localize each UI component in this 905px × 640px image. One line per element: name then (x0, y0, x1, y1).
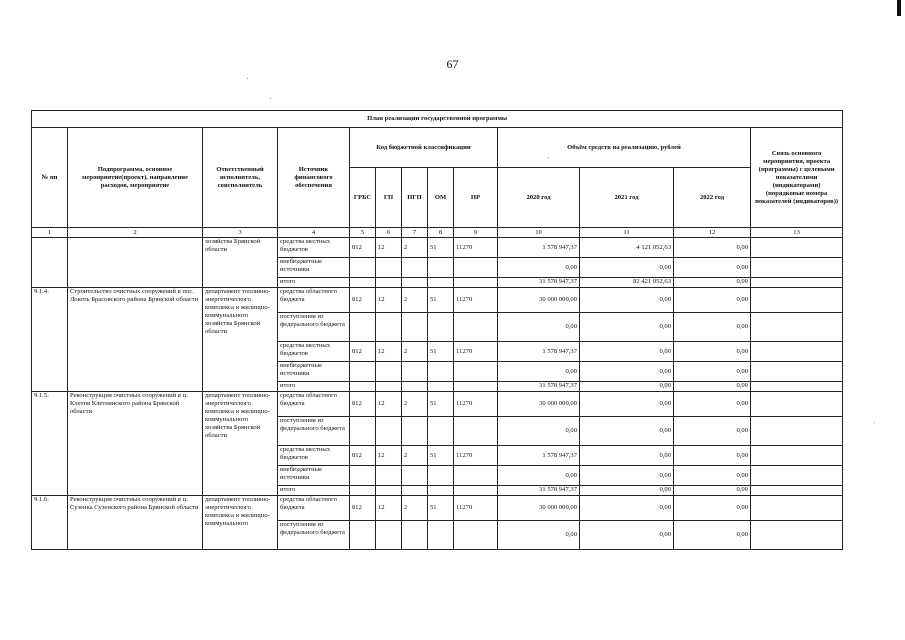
value-2021: 0,00 (580, 362, 674, 382)
table-row (32, 238, 843, 258)
table-body (32, 238, 843, 550)
scan-speck (247, 78, 248, 79)
code-gp (376, 278, 402, 288)
code-om: 51 (428, 496, 454, 521)
col-number: 6 (376, 228, 402, 238)
measure-name (68, 238, 203, 288)
value-2022: 0,00 (674, 521, 751, 550)
col-number: 3 (203, 228, 278, 238)
header-no: № пп (32, 128, 68, 228)
funding-source: итого (278, 278, 350, 288)
code-om (428, 258, 454, 278)
value-2022: 0,00 (674, 496, 751, 521)
value-2020: 1 578 947,37 (498, 446, 580, 466)
executor: хозяйства Брянской области (203, 238, 278, 288)
code-grbs (350, 382, 376, 392)
header-executor: Ответственный исполнитель, соисполнитель (203, 128, 278, 228)
col-number: 12 (674, 228, 751, 238)
code-gp (376, 466, 402, 486)
value-2021: 0,00 (580, 486, 674, 496)
code-nr (454, 278, 498, 288)
code-grbs: 812 (350, 288, 376, 313)
value-2021: 0,00 (580, 466, 674, 486)
table-row (32, 392, 843, 417)
measure-name: Реконструкция очистных сооружений в п. Сузенка Сузенского района Брянской области (68, 496, 203, 550)
code-om: 51 (428, 342, 454, 362)
code-om: 51 (428, 392, 454, 417)
code-nr (454, 362, 498, 382)
col-number: 1 (32, 228, 68, 238)
code-pgp (402, 417, 428, 446)
value-2020: 0,00 (498, 417, 580, 446)
indicator-link (751, 446, 843, 466)
header-pgp: ПГП (402, 168, 428, 228)
indicator-link (751, 238, 843, 258)
table-header (32, 111, 843, 238)
funding-source: итого (278, 486, 350, 496)
funding-source: внебюджетные источники (278, 258, 350, 278)
code-pgp: 2 (402, 392, 428, 417)
code-gp: 12 (376, 392, 402, 417)
page-number: 67 (446, 57, 459, 71)
code-om (428, 278, 454, 288)
funding-source: средства местных бюджетов (278, 342, 350, 362)
code-om (428, 486, 454, 496)
value-2021: 0,00 (580, 446, 674, 466)
value-2022: 0,00 (674, 392, 751, 417)
col-number: 5 (350, 228, 376, 238)
funding-source: внебюджетные источники (278, 362, 350, 382)
value-2020: 0,00 (498, 313, 580, 342)
value-2022: 0,00 (674, 382, 751, 392)
header-2022: 2022 год (674, 168, 751, 228)
executor: департамент топливно-энергетического комплекса и жилищно-коммунального хозяйства Брянской области (203, 288, 278, 392)
indicator-link (751, 466, 843, 486)
code-grbs: 812 (350, 238, 376, 258)
value-2022: 0,00 (674, 466, 751, 486)
value-2022: 0,00 (674, 288, 751, 313)
indicator-link (751, 496, 843, 521)
col-number: 9 (454, 228, 498, 238)
indicator-link (751, 278, 843, 288)
scan-speck (874, 422, 875, 423)
header-nr: НР (454, 168, 498, 228)
value-2020: 31 578 947,37 (498, 486, 580, 496)
value-2020: 31 578 947,37 (498, 382, 580, 392)
code-grbs (350, 258, 376, 278)
code-pgp: 2 (402, 238, 428, 258)
header-source: Источник финансового обеспечения (278, 128, 350, 228)
value-2020: 0,00 (498, 362, 580, 382)
code-pgp: 2 (402, 496, 428, 521)
code-nr (454, 382, 498, 392)
value-2021: 4 121 052,63 (580, 238, 674, 258)
value-2021: 0,00 (580, 417, 674, 446)
value-2020: 30 000 000,00 (498, 288, 580, 313)
funding-source: средства местных бюджетов (278, 238, 350, 258)
code-nr: 11270 (454, 288, 498, 313)
indicator-link (751, 382, 843, 392)
header-2020: 2020 год (498, 168, 580, 228)
header-volume: Объём средств на реализацию, рублей (498, 128, 751, 168)
code-om: 51 (428, 446, 454, 466)
table-title: План реализации государственной программы (32, 111, 843, 128)
value-2022: 0,00 (674, 362, 751, 382)
code-grbs (350, 521, 376, 550)
executor: департамент топливно-энергетического комплекса и жилищно-коммунального (203, 496, 278, 550)
value-2021: 0,00 (580, 313, 674, 342)
code-nr (454, 313, 498, 342)
header-grbs: ГРБС (350, 168, 376, 228)
row-number: 9.1.6. (32, 496, 68, 550)
value-2022: 0,00 (674, 238, 751, 258)
code-gp (376, 521, 402, 550)
funding-source: средства местных бюджетов (278, 446, 350, 466)
indicator-link (751, 521, 843, 550)
code-nr (454, 417, 498, 446)
value-2020: 30 000 000,00 (498, 392, 580, 417)
code-pgp (402, 486, 428, 496)
executor: департамент топливно-энергетического комплекса и жилищно-коммунального хозяйства Брянской области (203, 392, 278, 496)
value-2021: 82 421 052,63 (580, 278, 674, 288)
value-2020: 1 578 947,37 (498, 342, 580, 362)
header-name: Подпрограмма, основное мероприятие(проект), направление расходов, мероприятие (68, 128, 203, 228)
value-2021: 0,00 (580, 258, 674, 278)
column-number-row (32, 228, 843, 238)
indicator-link (751, 392, 843, 417)
code-om (428, 466, 454, 486)
funding-source: средства областного бюджета (278, 496, 350, 521)
value-2022: 0,00 (674, 486, 751, 496)
funding-source: средства областного бюджета (278, 392, 350, 417)
code-nr: 11270 (454, 392, 498, 417)
header-indicator-link: Связь основного мероприятия, проекта (программы) с целевыми показателями (индикаторами) (порядковые номера показателей (индикаторов)) (751, 128, 843, 228)
code-nr: 11270 (454, 342, 498, 362)
measure-name: Строительство очистных сооружений в пос. Локоть Брасовского района Брянской области (68, 288, 203, 392)
value-2020: 0,00 (498, 521, 580, 550)
funding-source: поступления из федерального бюджета (278, 521, 350, 550)
code-gp (376, 313, 402, 342)
col-number: 10 (498, 228, 580, 238)
code-grbs (350, 313, 376, 342)
value-2020: 0,00 (498, 258, 580, 278)
table-row (32, 288, 843, 313)
program-plan-table (31, 110, 843, 550)
value-2021: 0,00 (580, 521, 674, 550)
code-grbs: 812 (350, 392, 376, 417)
code-gp (376, 258, 402, 278)
row-number: 9.1.4. (32, 288, 68, 392)
code-gp (376, 417, 402, 446)
code-gp: 12 (376, 342, 402, 362)
indicator-link (751, 486, 843, 496)
code-pgp (402, 362, 428, 382)
col-number: 8 (428, 228, 454, 238)
code-nr (454, 486, 498, 496)
funding-source: итого (278, 382, 350, 392)
code-nr: 11270 (454, 496, 498, 521)
code-gp (376, 362, 402, 382)
value-2020: 0,00 (498, 466, 580, 486)
indicator-link (751, 258, 843, 278)
code-gp (376, 382, 402, 392)
header-om: ОМ (428, 168, 454, 228)
scan-edge-mark (897, 0, 901, 16)
value-2021: 0,00 (580, 288, 674, 313)
value-2022: 0,00 (674, 417, 751, 446)
value-2021: 0,00 (580, 382, 674, 392)
code-om (428, 362, 454, 382)
code-pgp (402, 278, 428, 288)
header-budget-code: Код бюджетной классификации (350, 128, 498, 168)
value-2020: 1 578 947,37 (498, 238, 580, 258)
row-number: 9.1.5. (32, 392, 68, 496)
funding-source: средства областного бюджета (278, 288, 350, 313)
table-row (32, 496, 843, 521)
scan-speck (270, 98, 271, 99)
col-number: 4 (278, 228, 350, 238)
value-2022: 0,00 (674, 258, 751, 278)
code-grbs: 812 (350, 446, 376, 466)
value-2021: 0,00 (580, 496, 674, 521)
code-pgp: 2 (402, 288, 428, 313)
code-pgp (402, 258, 428, 278)
code-pgp (402, 313, 428, 342)
code-om: 51 (428, 288, 454, 313)
code-grbs: 812 (350, 496, 376, 521)
code-gp: 12 (376, 288, 402, 313)
value-2022: 0,00 (674, 446, 751, 466)
row-number (32, 238, 68, 288)
measure-name: Реконструкция очистных сооружений в п. Клетня Клетнянского района Брянской области (68, 392, 203, 496)
value-2020: 30 000 000,00 (498, 496, 580, 521)
col-number: 11 (580, 228, 674, 238)
code-om (428, 313, 454, 342)
funding-source: внебюджетные источники (278, 466, 350, 486)
code-grbs (350, 362, 376, 382)
code-nr (454, 466, 498, 486)
indicator-link (751, 362, 843, 382)
code-pgp (402, 466, 428, 486)
value-2020: 31 578 947,37 (498, 278, 580, 288)
col-number: 2 (68, 228, 203, 238)
code-pgp: 2 (402, 342, 428, 362)
code-grbs (350, 278, 376, 288)
col-number: 13 (751, 228, 843, 238)
code-pgp: 2 (402, 446, 428, 466)
code-nr (454, 258, 498, 278)
code-gp: 12 (376, 496, 402, 521)
code-om: 51 (428, 238, 454, 258)
value-2021: 0,00 (580, 392, 674, 417)
code-om (428, 417, 454, 446)
header-gp: ГП (376, 168, 402, 228)
code-nr (454, 521, 498, 550)
funding-source: поступления из федерального бюджета (278, 313, 350, 342)
value-2022: 0,00 (674, 342, 751, 362)
code-om (428, 382, 454, 392)
value-2022: 0,00 (674, 313, 751, 342)
code-pgp (402, 382, 428, 392)
value-2022: 0,00 (674, 278, 751, 288)
code-om (428, 521, 454, 550)
code-gp: 12 (376, 238, 402, 258)
funding-source: поступления из федерального бюджета (278, 417, 350, 446)
code-nr: 11270 (454, 446, 498, 466)
indicator-link (751, 417, 843, 446)
code-nr: 11270 (454, 238, 498, 258)
code-grbs (350, 417, 376, 446)
indicator-link (751, 288, 843, 313)
header-2021: 2021 год (580, 168, 674, 228)
code-grbs: 812 (350, 342, 376, 362)
code-pgp (402, 521, 428, 550)
code-gp: 12 (376, 446, 402, 466)
code-gp (376, 486, 402, 496)
indicator-link (751, 313, 843, 342)
col-number: 7 (402, 228, 428, 238)
value-2021: 0,00 (580, 342, 674, 362)
indicator-link (751, 342, 843, 362)
code-grbs (350, 486, 376, 496)
code-grbs (350, 466, 376, 486)
